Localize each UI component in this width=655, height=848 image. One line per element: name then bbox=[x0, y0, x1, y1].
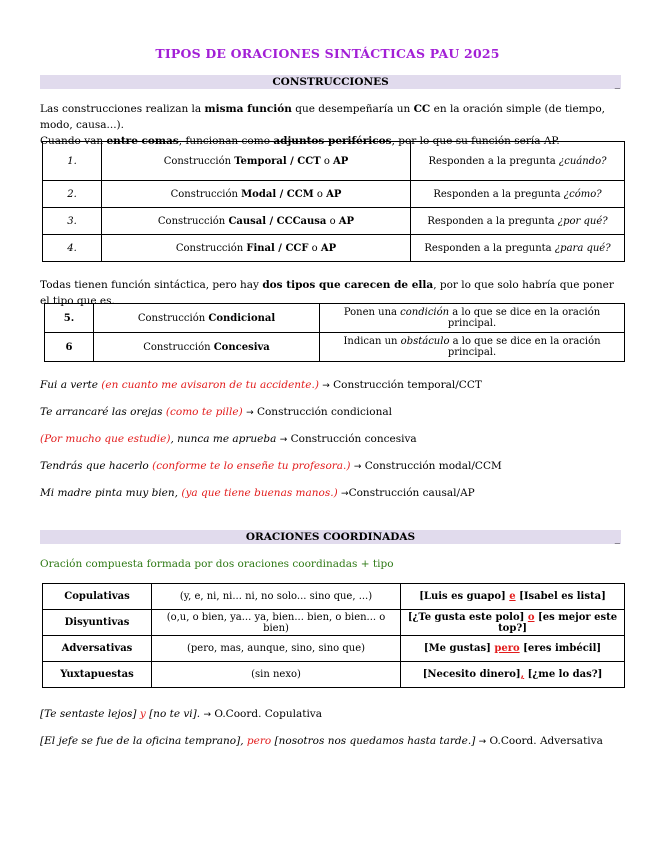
band-tick: _ bbox=[614, 532, 620, 544]
page-title: TIPOS DE ORACIONES SINTÁCTICAS PAU 2025 bbox=[155, 46, 500, 61]
example-line bbox=[40, 486, 475, 501]
section-heading-text: ORACIONES COORDINADAS bbox=[245, 531, 416, 543]
text-run-italic: Te arrancaré las orejas bbox=[40, 406, 166, 418]
text-run-red: (ya que tiene buenas manos.) bbox=[181, 487, 338, 499]
result-text: Construcción condicional bbox=[253, 406, 392, 418]
text-run: Responden a la pregunta bbox=[428, 155, 559, 167]
type-cell: Adversativas bbox=[43, 636, 152, 662]
result-text: Construcción modal/CCM bbox=[361, 460, 502, 472]
section-heading-coordinadas bbox=[40, 530, 621, 544]
row-number: 6 bbox=[45, 333, 94, 362]
text-run-bold: AP bbox=[338, 215, 355, 227]
text-run: Construcción bbox=[157, 215, 229, 227]
text-run-italic: ¿cuándo? bbox=[558, 155, 607, 167]
text-run-italic: Fui a verte bbox=[40, 379, 102, 391]
nexos-cell: (sin nexo) bbox=[152, 662, 401, 688]
text-run-bold: Modal / CCM bbox=[241, 188, 314, 200]
text-run-bold: AP bbox=[333, 155, 349, 167]
text-run: , por lo que su función sería AP. bbox=[391, 135, 560, 147]
text-run: Responden a la pregunta bbox=[427, 215, 558, 227]
text-run-italic: [El jefe se fue de la oficina temprano], bbox=[40, 735, 247, 747]
text-run: [es mejor este top?] bbox=[498, 611, 618, 634]
text-run: Las construcciones realizan la bbox=[40, 103, 205, 115]
text-run-italic: Tendrás que hacerlo bbox=[40, 460, 153, 472]
text-run-bold: dos tipos que carecen de ella bbox=[262, 279, 434, 291]
result-text: O.Coord. Copulativa bbox=[211, 708, 322, 720]
text-run: Construcción bbox=[137, 312, 209, 324]
section-heading-text: CONSTRUCCIONES bbox=[272, 76, 389, 88]
text-run: o bbox=[326, 215, 339, 227]
nexos-cell: (y, e, ni, ni... ni, no solo... sino que, ...) bbox=[152, 584, 401, 610]
text-run-bold: Causal / CCCausa bbox=[228, 215, 327, 227]
question-cell bbox=[411, 235, 625, 262]
text-run-italic: ¿para qué? bbox=[554, 242, 611, 254]
text-run-italic: obstáculo bbox=[400, 336, 450, 347]
question-cell bbox=[411, 181, 625, 208]
link-word: e bbox=[509, 591, 516, 602]
row-number: 3. bbox=[43, 208, 102, 235]
text-run: o bbox=[313, 188, 327, 200]
text-run-red: (como te pille) bbox=[165, 406, 243, 418]
text-run: [eres imbécil] bbox=[523, 643, 602, 654]
text-run-italic: Mi madre pinta muy bien, bbox=[40, 487, 182, 499]
arrow-icon: → bbox=[279, 435, 288, 445]
question-cell bbox=[411, 208, 625, 235]
table-row bbox=[43, 208, 625, 235]
nexos-cell: (o,u, o bien, ya... ya, bien... bien, o bien... o bien) bbox=[152, 610, 401, 636]
description-cell bbox=[320, 304, 625, 333]
text-run: Indican un bbox=[343, 336, 401, 347]
text-run-bold: Concesiva bbox=[213, 341, 270, 353]
text-run: [¿me lo das?] bbox=[527, 669, 603, 680]
question-cell bbox=[411, 142, 625, 181]
result-text: O.Coord. Adversativa bbox=[486, 735, 603, 747]
arrow-icon: → bbox=[322, 381, 330, 391]
text-run-italic: , nunca me aprueba bbox=[170, 433, 277, 445]
text-run-bold: entre comas bbox=[106, 135, 179, 147]
example-cell bbox=[401, 636, 625, 662]
example-line bbox=[40, 734, 603, 749]
text-run-italic: [Te sentaste lejos] bbox=[40, 708, 140, 720]
link-word: pero bbox=[246, 735, 272, 747]
text-run: Construcción bbox=[163, 155, 235, 167]
type-cell: Disyuntivas bbox=[43, 610, 152, 636]
description-cell bbox=[320, 333, 625, 362]
example-line bbox=[40, 432, 417, 447]
text-run-italic: ¿cómo? bbox=[563, 188, 602, 200]
construction-cell bbox=[102, 235, 411, 262]
text-run: Todas tienen función sintáctica, pero hay bbox=[40, 279, 263, 291]
text-run-italic: [nosotros nos quedamos hasta tarde.] bbox=[271, 735, 476, 747]
type-cell: Copulativas bbox=[43, 584, 152, 610]
table-row bbox=[43, 636, 625, 662]
row-number: 2. bbox=[43, 181, 102, 208]
construction-cell bbox=[94, 304, 320, 333]
example-cell bbox=[401, 584, 625, 610]
arrow-icon: → bbox=[478, 737, 487, 747]
constructions-table bbox=[42, 141, 625, 262]
text-run: Construcción bbox=[170, 188, 242, 200]
nexos-cell: (pero, mas, aunque, sino, sino que) bbox=[152, 636, 401, 662]
row-number: 1. bbox=[43, 142, 102, 181]
example-line bbox=[40, 459, 502, 474]
text-run-bold: Condicional bbox=[208, 312, 276, 324]
text-run: [Isabel es lista] bbox=[519, 591, 606, 602]
text-run: [¿Te gusta este polo] bbox=[407, 611, 525, 623]
text-run: o bbox=[320, 155, 334, 167]
table-row bbox=[43, 235, 625, 262]
link-word: y bbox=[139, 708, 146, 720]
text-run: Responden a la pregunta bbox=[433, 188, 564, 200]
example-line bbox=[40, 707, 322, 722]
text-run-bold: adjuntos periféricos bbox=[273, 135, 392, 147]
text-run-bold: Temporal / CCT bbox=[234, 155, 321, 167]
section-heading-construcciones bbox=[40, 75, 621, 89]
link-word: , bbox=[520, 669, 525, 680]
arrow-icon: → bbox=[246, 408, 254, 418]
text-run: [Luis es guapo] bbox=[419, 591, 506, 602]
no-function-table bbox=[44, 303, 625, 362]
text-run: o bbox=[308, 242, 321, 254]
text-run-bold: Final / CCF bbox=[246, 242, 309, 254]
construction-cell bbox=[94, 333, 320, 362]
text-run: Cuando van bbox=[40, 135, 107, 147]
table-row bbox=[45, 333, 625, 362]
text-run: Construcción bbox=[175, 242, 247, 254]
example-cell bbox=[401, 662, 625, 688]
row-number: 5. bbox=[45, 304, 94, 333]
arrow-icon: → bbox=[341, 489, 349, 499]
coordinated-subtitle: Oración compuesta formada por dos oraciones coordinadas + tipo bbox=[40, 558, 394, 570]
table-row bbox=[43, 610, 625, 636]
text-run-red: (Por mucho que estudie) bbox=[40, 433, 171, 445]
construction-cell bbox=[102, 208, 411, 235]
text-run: Ponen una bbox=[343, 307, 401, 318]
link-word: o bbox=[527, 611, 535, 623]
text-run: que desempeñaría un bbox=[291, 103, 414, 115]
text-run: a lo que se dice en la oración principal. bbox=[447, 307, 601, 329]
arrow-icon: → bbox=[353, 462, 362, 472]
text-run: Responden a la pregunta bbox=[424, 242, 555, 254]
table-row bbox=[43, 584, 625, 610]
text-run: Construcción bbox=[143, 341, 214, 353]
row-number: 4. bbox=[43, 235, 102, 262]
band-tick: _ bbox=[614, 77, 620, 89]
coordinated-table bbox=[42, 583, 625, 688]
text-run-italic: [no te vi]. bbox=[145, 708, 201, 720]
text-run-bold: AP bbox=[326, 188, 342, 200]
text-run: [Me gustas] bbox=[423, 643, 491, 654]
construction-cell bbox=[102, 142, 411, 181]
text-run-italic: ¿por qué? bbox=[557, 215, 608, 227]
arrow-icon: → bbox=[203, 710, 211, 720]
result-text: Construcción temporal/CCT bbox=[329, 379, 482, 391]
text-run: a lo que se dice en la oración principal. bbox=[447, 336, 601, 358]
text-run: , por lo que solo habría que poner el tipo que es. bbox=[40, 279, 614, 307]
text-run-italic: condición bbox=[400, 307, 450, 318]
result-text: Construcción concesiva bbox=[287, 433, 417, 445]
text-run: , funcionan como bbox=[178, 135, 274, 147]
example-line bbox=[40, 405, 392, 420]
text-run: [Necesito dinero] bbox=[422, 669, 521, 680]
table-row bbox=[43, 181, 625, 208]
table-row bbox=[43, 142, 625, 181]
table-row bbox=[45, 304, 625, 333]
text-run-bold: AP bbox=[320, 242, 337, 254]
text-run-bold: CC bbox=[413, 103, 431, 115]
text-run-bold: misma función bbox=[204, 103, 292, 115]
text-run-red: (en cuanto me avisaron de tu accidente.) bbox=[101, 379, 319, 391]
example-line bbox=[40, 378, 482, 393]
link-word: pero bbox=[494, 643, 520, 654]
type-cell: Yuxtapuestas bbox=[43, 662, 152, 688]
text-run-red: (conforme te lo enseñe tu profesora.) bbox=[152, 460, 351, 472]
construction-cell bbox=[102, 181, 411, 208]
text-run: en la oración simple (de tiempo, modo, causa...). bbox=[40, 103, 605, 131]
example-cell bbox=[401, 610, 625, 636]
result-text: Construcción causal/AP bbox=[348, 487, 475, 499]
table-row bbox=[43, 662, 625, 688]
